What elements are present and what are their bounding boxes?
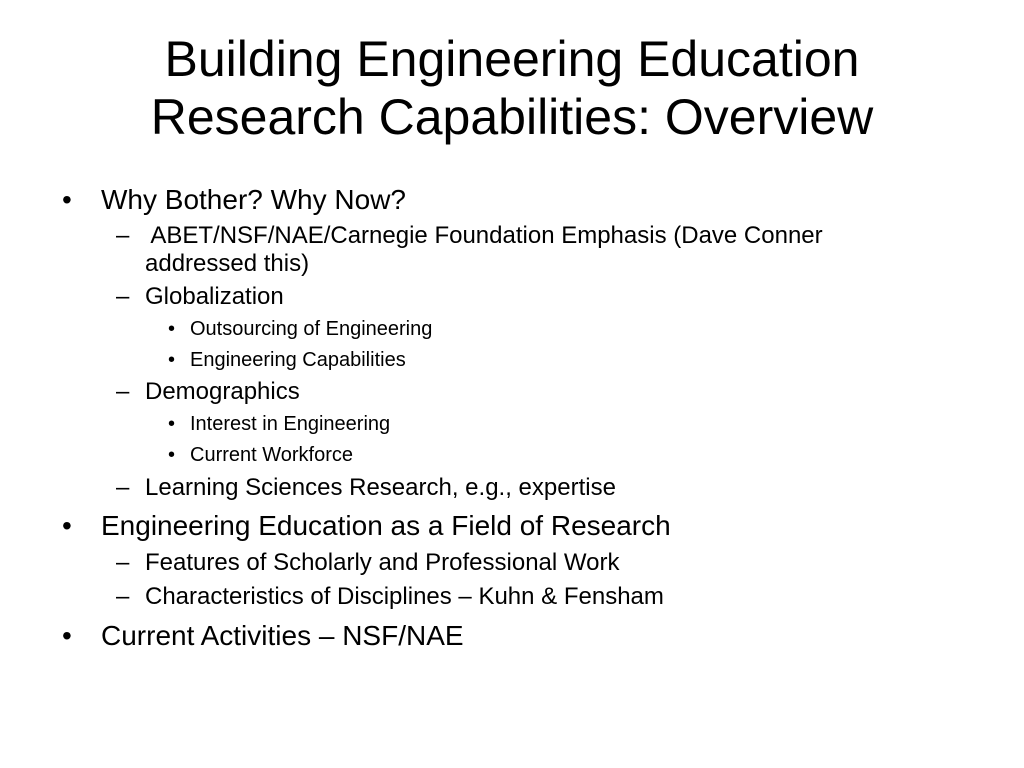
dash-marker: – bbox=[116, 283, 130, 310]
dash-marker: – bbox=[116, 583, 130, 610]
subsubitem-current-workforce: Current Workforce bbox=[190, 444, 354, 466]
bullet-current-activities: Current Activities – NSF/NAE bbox=[101, 620, 464, 651]
subitem-learning-sciences: Learning Sciences Research, e.g., expertise bbox=[145, 474, 616, 501]
subitem-abet-line-1: ABET/NSF/NAE/Carnegie Foundation Emphasis (Dave Conner bbox=[145, 222, 823, 249]
dash-marker: – bbox=[116, 474, 130, 501]
dash-marker: – bbox=[116, 549, 130, 576]
dash-marker: – bbox=[116, 222, 130, 249]
subitem-globalization: Globalization bbox=[145, 283, 284, 310]
bullet-marker: • bbox=[62, 184, 72, 215]
bullet-marker: • bbox=[168, 318, 176, 340]
subitem-abet-line-2: addressed this) bbox=[145, 250, 310, 277]
bullet-marker: • bbox=[62, 510, 72, 541]
slide-title-line-1: Building Engineering Education bbox=[164, 31, 860, 87]
subsubitem-outsourcing: Outsourcing of Engineering bbox=[190, 318, 433, 340]
subsubitem-engineering-capabilities: Engineering Capabilities bbox=[190, 349, 406, 371]
subitem-demographics: Demographics bbox=[145, 378, 300, 405]
bullet-marker: • bbox=[168, 349, 176, 371]
subitem-features-scholarly-work: Features of Scholarly and Professional Work bbox=[145, 549, 620, 576]
bullet-marker: • bbox=[168, 413, 176, 435]
subitem-characteristics-disciplines: Characteristics of Disciplines – Kuhn & Fensham bbox=[145, 583, 664, 610]
bullet-marker: • bbox=[168, 444, 176, 466]
bullet-marker: • bbox=[62, 620, 72, 651]
bullet-engineering-education-field: Engineering Education as a Field of Research bbox=[101, 510, 671, 541]
bullet-why-bother: Why Bother? Why Now? bbox=[101, 184, 406, 215]
subsubitem-interest-in-engineering: Interest in Engineering bbox=[190, 413, 391, 435]
dash-marker: – bbox=[116, 378, 130, 405]
slide-title-line-2: Research Capabilities: Overview bbox=[150, 89, 874, 145]
